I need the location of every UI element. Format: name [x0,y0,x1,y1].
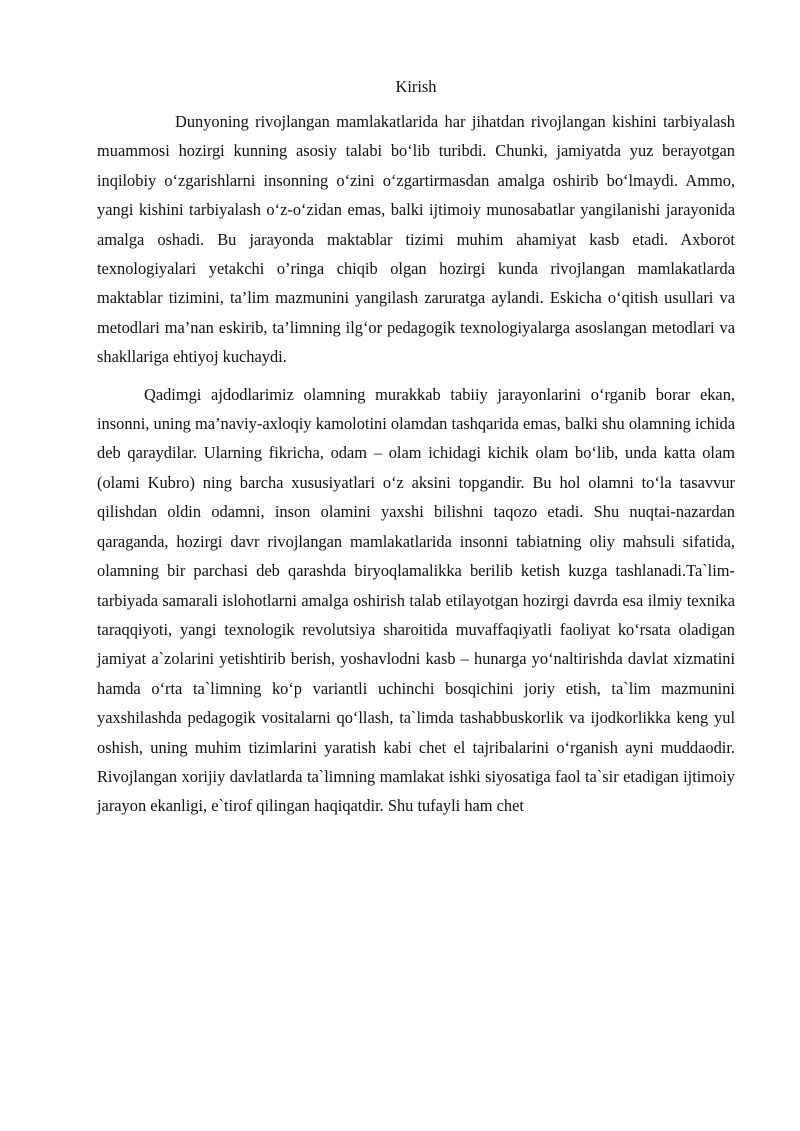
page-title: Kirish [395,77,437,96]
paragraph-second: Qadimgi ajdodlarimiz olamning murakkab tabiiy jarayonlarini o‘rganib borar ekan, insonni, uning ma’naviy-axloqiy kamolotini olamdan tashqarida emas, balki shu olamning ichida deb qaraydilar. Ularning fikricha, odam – olam ichidagi kichik olam bo‘lib, unda katta olam (olami Kubro) ning barcha xususiyatlari o‘z aksini topgandir. Bu hol olamni to‘la tasavvur qilishdan oldin odamni, inson olamini yaxshi bilishni taqozo etadi. Shu nuqtai-nazardan qaraganda, hozirgi davr rivojlangan mamlakatlarida insonni tabiatning oliy mahsuli sifatida, olamning bir parchasi deb qarashda biryoqlamalikka berilib ketish kuzga tashlanadi.Ta`lim-tarbiyada samarali islohotlarni amalga oshirish talab etilayotgan hozirgi davrda esa ilmiy texnika taraqqiyoti, yangi texnologik revolutsiya sharoitida muvaffaqiyatli faoliyat ko‘rsata oladigan jamiyat a`zolarini yetishtirib berish, yoshavlodni kasb – hunarga yo‘naltirishda davlat xizmatini hamda o‘rta ta`limning ko‘p variantli uchinchi bosqichini joriy etish, ta`lim mazmunini yaxshilashda pedagogik vositalarni qo‘llash, ta`limda tashabbuskorlik va ijodkorlikka keng yul oshish, uning muhim tizimlarini yaratish kabi chet el tajribalarini o‘rganish ayni muddaodir. Rivojlangan xorijiy davlatlarda ta`limning mamlakat ishki siyosatiga faol ta`sir etadigan ijtimoiy jarayon ekanligi, e`tirof qilingan haqiqatdir. Shu tufayli ham chet [97,384,735,816]
document-page [97,74,735,821]
paragraph-intro: Dunyoning rivojlangan mamlakatlarida har jihatdan rivojlangan kishini tarbiyalash muammosi hozirgi kunning asosiy talabi bo‘lib turibdi. Chunki, jamiyatda yuz berayotgan inqilobiy o‘zgarishlarni insonning o‘zini o‘zgartirmasdan amalga oshirib bo‘lmaydi. Ammo, yangi kishini tarbiyalash o‘z-o‘zidan emas, balki ijtimoiy munosabatlar yangilanishi jarayonida amalga oshadi. Bu jarayonda maktablar tizimi muhim ahamiyat kasb etadi. Axborot texnologiyalari yetakchi o’ringa chiqib olgan hozirgi kunda rivojlangan mamlakatlarda maktablar tizimini, ta’lim mazmunini yangilash zaruratga aylandi. Eskicha o‘qitish usullari va metodlari ma’nan eskirib, ta’limning ilg‘or pedagogik texnologiyalarga asoslangan metodlari va shakllariga ehtiyoj kuchaydi. [97,112,735,367]
